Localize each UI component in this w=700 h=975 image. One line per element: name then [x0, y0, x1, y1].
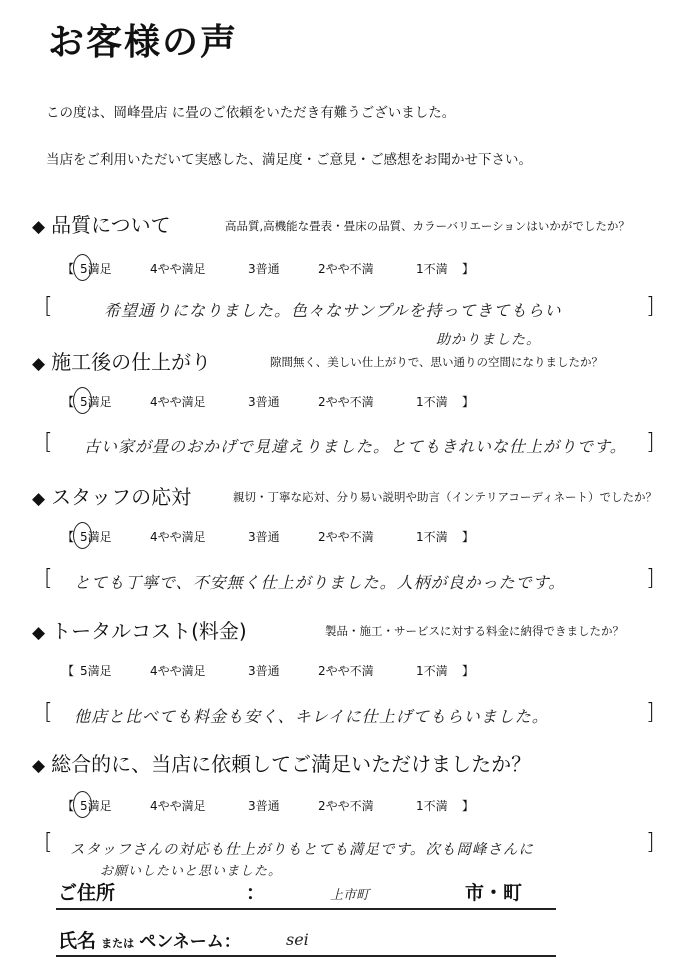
section-cost-heading [32, 615, 247, 644]
rating-2[interactable]: 2やや不満 [318, 799, 374, 813]
rating-3[interactable]: 3普通 [248, 262, 280, 276]
rating-1[interactable]: 1不満 [416, 799, 448, 813]
intro-line-2: 当店をご利用いただいて実感した、満足度・ご意見・ご感想をお聞かせ下さい。 [46, 152, 532, 168]
section-staff-sub: 親切・丁寧な応対、分り易い説明や助言（インテリアコーディネート）でしたか？ [233, 490, 658, 504]
rating-5-label: 5満足 [80, 395, 112, 409]
intro-line-1: この度は、岡峰畳店 に畳のご依頼をいただき有難うございました。 [46, 105, 456, 121]
comment-bracket-left: [ [44, 830, 53, 855]
rating-5-label: 5満足 [80, 530, 112, 544]
rating-open: 【 [62, 262, 75, 276]
address-colon: ： [246, 882, 266, 904]
rating-5-label: 5満足 [80, 799, 112, 813]
section-quality-title: 品質について [51, 213, 171, 237]
selected-circle-icon [73, 791, 92, 818]
rating-open: 【 [62, 530, 75, 544]
rating-1[interactable]: 1不満 [416, 262, 448, 276]
name-label: 氏名 [58, 930, 97, 952]
diamond-icon: ◆ [32, 623, 46, 643]
section-quality-sub: 高品質,高機能な畳表・畳床の品質、カラーバリエーションはいかがでしたか？ [225, 219, 630, 233]
comment-bracket-left: [ [44, 700, 53, 725]
address-suffix: 市・町 [465, 882, 523, 904]
section-cost-comment: 他店と比べても料金も安く、キレイに仕上げてもらいました。 [74, 707, 549, 726]
rating-open: 【 [62, 799, 75, 813]
rating-5[interactable] [80, 393, 150, 410]
name-label-group [58, 926, 241, 953]
section-quality-comment-2: 助かりました。 [436, 332, 541, 348]
rating-1[interactable]: 1不満 [416, 530, 448, 544]
rating-2[interactable]: 2やや不満 [318, 664, 374, 678]
rating-4[interactable]: 4やや満足 [150, 530, 206, 544]
selected-circle-icon [73, 522, 92, 549]
comment-bracket-right: ] [646, 700, 655, 725]
page-title: お客様の声 [48, 22, 239, 63]
section-overall-comment: スタッフさんの対応も仕上がりもとても満足です。次も岡峰さんに [70, 842, 534, 858]
rating-close: 】 [462, 395, 475, 409]
address-underline [56, 908, 556, 910]
rating-close: 】 [462, 664, 475, 678]
rating-4[interactable]: 4やや満足 [150, 799, 206, 813]
comment-bracket-left: [ [44, 294, 53, 319]
rating-4[interactable]: 4やや満足 [150, 664, 206, 678]
rating-2[interactable]: 2やや不満 [318, 395, 374, 409]
diamond-icon: ◆ [32, 354, 46, 374]
rating-5-label: 5満足 [80, 262, 112, 276]
rating-3[interactable]: 3普通 [248, 664, 280, 678]
diamond-icon: ◆ [32, 756, 46, 776]
rating-1[interactable]: 1不満 [416, 395, 448, 409]
rating-5[interactable]: 5満足 [80, 664, 112, 678]
section-overall-rating [62, 797, 480, 814]
rating-5[interactable] [80, 528, 150, 545]
rating-4[interactable]: 4やや満足 [150, 262, 206, 276]
section-finish-rating [62, 393, 480, 410]
section-overall-heading [32, 748, 531, 777]
rating-1[interactable]: 1不満 [416, 664, 448, 678]
rating-5[interactable] [80, 260, 150, 277]
rating-3[interactable]: 3普通 [248, 395, 280, 409]
rating-2[interactable]: 2やや不満 [318, 262, 374, 276]
rating-close: 】 [462, 262, 475, 276]
section-overall-comment-2: お願いしたいと思いました。 [100, 864, 283, 879]
selected-circle-icon [73, 254, 92, 281]
section-finish-comment: 古い家が畳のおかげで見違えりました。とてもきれいな仕上がりです。 [84, 437, 627, 456]
section-staff-title: スタッフの応対 [51, 485, 192, 509]
section-staff-rating [62, 528, 480, 545]
section-quality-rating [62, 260, 480, 277]
rating-3[interactable]: 3普通 [248, 799, 280, 813]
comment-bracket-right: ] [646, 294, 655, 319]
rating-close: 】 [462, 530, 475, 544]
diamond-icon: ◆ [32, 489, 46, 509]
name-label-small: または [101, 937, 135, 950]
name-underline [56, 955, 556, 957]
comment-bracket-right: ] [646, 566, 655, 591]
section-finish-title: 施工後の仕上がり [51, 350, 212, 374]
comment-bracket-left: [ [44, 566, 53, 591]
section-cost-title: トータルコスト(料金) [51, 619, 247, 643]
section-quality-comment: 希望通りになりました。色々なサンプルを持ってきてもらい [104, 301, 562, 320]
section-staff-heading [32, 481, 191, 510]
section-overall-title: 総合的に、当店に依頼してご満足いただけましたか？ [51, 752, 532, 776]
comment-bracket-right: ] [646, 430, 655, 455]
diamond-icon: ◆ [32, 217, 46, 237]
rating-close: 】 [462, 799, 475, 813]
section-cost-rating [62, 662, 480, 679]
section-cost-sub: 製品・施工・サービスに対する料金に納得できましたか？ [325, 624, 624, 638]
rating-3[interactable]: 3普通 [248, 530, 280, 544]
rating-open: 【 [62, 664, 75, 678]
rating-open: 【 [62, 395, 75, 409]
comment-bracket-right: ] [646, 830, 655, 855]
section-staff-comment: とても丁寧で、不安無く仕上がりました。人柄が良かったです。 [74, 573, 566, 592]
rating-5[interactable] [80, 797, 150, 814]
name-label-pen: ペンネーム： [139, 932, 241, 952]
rating-4[interactable]: 4やや満足 [150, 395, 206, 409]
address-value[interactable]: 上市町 [330, 888, 370, 903]
name-value[interactable]: sei [286, 930, 309, 949]
section-finish-heading [32, 346, 211, 375]
address-label: ご住所 [58, 882, 116, 904]
comment-bracket-left: [ [44, 430, 53, 455]
rating-2[interactable]: 2やや不満 [318, 530, 374, 544]
section-quality-heading [32, 209, 171, 238]
section-finish-sub: 隙間無く、美しい仕上がりで、思い通りの空間になりましたか？ [270, 355, 604, 369]
selected-circle-icon [73, 387, 92, 414]
